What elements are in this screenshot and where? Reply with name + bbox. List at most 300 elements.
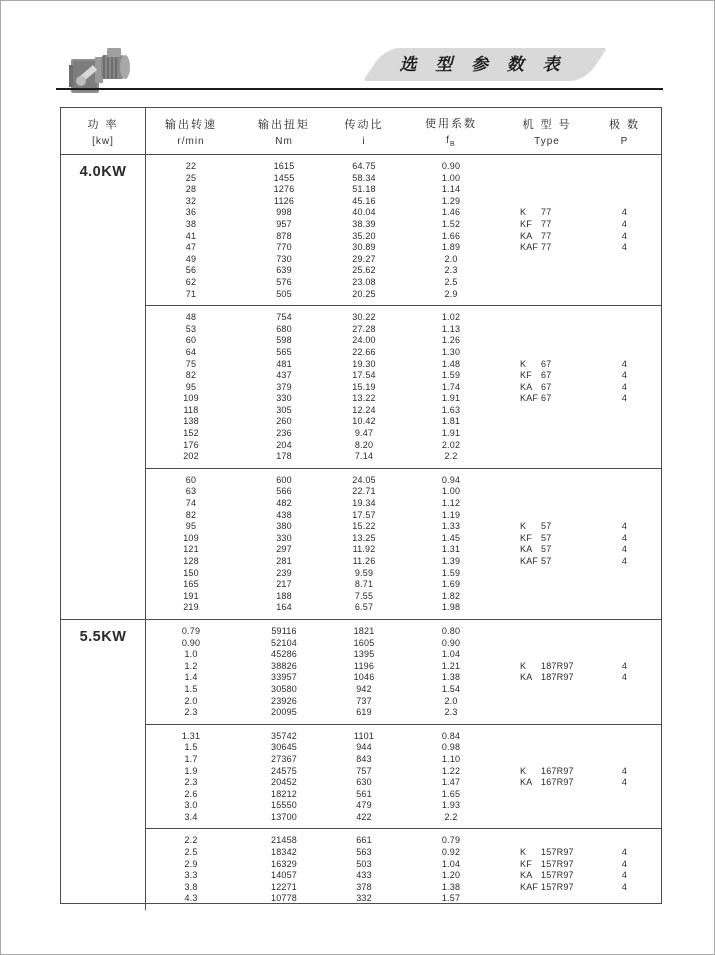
torque-value: 35742: [270, 730, 298, 741]
speed-value: 32: [185, 195, 197, 206]
ratio-value: 737: [356, 695, 372, 706]
table-row: [146, 510, 661, 522]
ratio-block: [146, 828, 661, 910]
model-type: [506, 893, 588, 905]
speed-value: 60: [185, 474, 197, 485]
table-row: [146, 416, 661, 428]
service-factor-value: 1.47: [441, 777, 461, 788]
service-factor-value: 1.74: [441, 381, 461, 392]
poles-value: [588, 312, 661, 324]
speed-value: 36: [185, 207, 197, 218]
poles-value: [588, 347, 661, 359]
ratio-value: 1605: [353, 637, 375, 648]
speed-value: 56: [185, 265, 197, 276]
ratio-value: 8.20: [354, 439, 374, 450]
ratio-value: 9.47: [354, 428, 374, 439]
torque-value: 30580: [270, 683, 298, 694]
speed-value: 2.3: [184, 707, 198, 718]
service-factor-value: 1.52: [441, 218, 461, 229]
table-body: [61, 155, 661, 903]
table-row: [146, 475, 661, 487]
torque-value: 10778: [270, 893, 298, 904]
column-header-ratio: 传动比 i: [344, 118, 384, 147]
model-type: [506, 661, 588, 673]
table-row: [146, 393, 661, 405]
service-factor-value: 1.02: [441, 312, 461, 323]
section-blocks: [146, 620, 661, 910]
poles-value: [588, 510, 661, 522]
speed-value: 118: [183, 404, 199, 415]
table-header-row: [61, 108, 661, 155]
model-type: [506, 789, 588, 801]
table-row: [146, 440, 661, 452]
model-series: KA: [520, 672, 533, 683]
torque-value: 20095: [270, 707, 298, 718]
torque-value: 878: [276, 230, 292, 241]
ratio-block: [146, 468, 661, 619]
model-size: 67: [541, 381, 552, 392]
torque-value: 281: [276, 556, 292, 566]
model-size: 167R97: [541, 777, 574, 788]
service-factor-value: 1.59: [441, 567, 461, 578]
service-factor-value: 1.98: [441, 602, 461, 613]
service-factor-value: 1.59: [441, 370, 461, 381]
model-type: [506, 359, 588, 371]
torque-value: 1126: [273, 195, 295, 206]
table-row: [146, 312, 661, 324]
service-factor-value: 1.14: [441, 184, 461, 195]
table-row: [146, 277, 661, 289]
poles-value: 4: [621, 556, 628, 566]
model-type: [506, 672, 588, 684]
model-series: K: [520, 207, 527, 218]
speed-value: 63: [185, 486, 197, 497]
torque-value: 565: [276, 346, 292, 357]
column-header-service-factor: 使用系数 $f_B$: [425, 117, 477, 148]
poles-value: [588, 789, 661, 801]
service-factor-value: 0.92: [441, 847, 461, 858]
model-type: [506, 882, 588, 894]
ratio-value: 15.19: [352, 381, 376, 392]
table-row: [146, 265, 661, 277]
torque-value: 330: [276, 532, 292, 543]
poles-value: 4: [621, 370, 628, 381]
model-series: KF: [520, 218, 532, 229]
poles-value: [588, 498, 661, 510]
ratio-value: 40.04: [352, 207, 376, 218]
poles-value: 4: [621, 858, 628, 869]
service-factor-value: 1.04: [441, 649, 461, 660]
table-row: [146, 335, 661, 347]
model-series: K: [520, 660, 527, 671]
ratio-value: 12.24: [352, 404, 376, 415]
model-type: [506, 696, 588, 708]
torque-value: 260: [276, 416, 292, 427]
service-factor-value: 1.54: [441, 683, 461, 694]
table-row: [146, 835, 661, 847]
model-series: K: [520, 358, 527, 369]
model-series: KAF: [520, 393, 539, 404]
speed-value: 219: [183, 602, 199, 613]
torque-value: 239: [276, 567, 292, 578]
speed-value: 49: [185, 253, 197, 264]
poles-value: [588, 324, 661, 336]
torque-value: 178: [276, 451, 292, 462]
poles-value: [588, 184, 661, 196]
model-type: [506, 870, 588, 882]
model-size: 57: [541, 532, 552, 543]
service-factor-value: 1.38: [441, 672, 461, 683]
model-series: KF: [520, 858, 532, 869]
ratio-value: 479: [356, 800, 372, 811]
speed-value: 1.0: [184, 649, 198, 660]
service-factor-value: 1.00: [441, 172, 461, 183]
table-row: [146, 173, 661, 185]
poles-value: [588, 731, 661, 743]
ratio-value: 27.28: [352, 323, 376, 334]
table-row: [146, 626, 661, 638]
model-series: KF: [520, 532, 532, 543]
poles-value: 4: [621, 532, 628, 543]
torque-value: 437: [276, 370, 292, 381]
power-label: 4.0KW: [61, 155, 146, 619]
poles-value: [588, 626, 661, 638]
poles-value: [588, 649, 661, 661]
torque-value: 505: [276, 288, 292, 299]
power-section: [61, 619, 661, 910]
service-factor-value: 2.0: [444, 695, 458, 706]
ratio-value: 19.30: [352, 358, 376, 369]
table-row: [146, 184, 661, 196]
speed-value: 191: [183, 590, 199, 601]
ratio-value: 563: [356, 847, 372, 858]
service-factor-value: 1.93: [441, 800, 461, 811]
torque-value: 566: [276, 486, 292, 497]
model-type: [506, 638, 588, 650]
service-factor-value: 2.3: [444, 265, 458, 276]
speed-value: 3.0: [184, 800, 198, 811]
poles-value: [588, 579, 661, 591]
table-row: [146, 766, 661, 778]
torque-value: 33957: [270, 672, 298, 683]
poles-value: 4: [621, 544, 628, 555]
speed-value: 138: [183, 416, 199, 427]
poles-value: 4: [621, 242, 628, 253]
table-row: [146, 579, 661, 591]
speed-value: 2.9: [184, 858, 198, 869]
model-size: 187R97: [541, 672, 574, 683]
model-type: [506, 486, 588, 498]
model-type: [506, 196, 588, 208]
service-factor-value: 1.82: [441, 590, 461, 601]
table-row: [146, 859, 661, 871]
table-row: [146, 196, 661, 208]
ratio-value: 13.22: [352, 393, 376, 404]
torque-value: 1455: [273, 172, 295, 183]
model-type: [506, 579, 588, 591]
model-type: [506, 475, 588, 487]
poles-value: [588, 265, 661, 277]
speed-value: 128: [183, 556, 199, 566]
model-type: [506, 370, 588, 382]
ratio-value: 22.66: [352, 346, 376, 357]
poles-value: 4: [621, 218, 628, 229]
speed-value: 1.5: [184, 742, 198, 753]
speed-value: 121: [183, 544, 199, 555]
torque-value: 12271: [270, 881, 298, 892]
torque-value: 59116: [271, 625, 297, 636]
torque-value: 236: [276, 428, 292, 439]
model-type: [506, 161, 588, 173]
speed-value: 48: [185, 312, 197, 323]
ratio-value: 942: [356, 683, 372, 694]
ratio-value: 332: [356, 893, 372, 904]
torque-value: 23926: [270, 695, 298, 706]
table-row: [146, 847, 661, 859]
ratio-value: 13.25: [352, 532, 376, 543]
poles-value: 4: [621, 393, 628, 404]
model-type: [506, 777, 588, 789]
service-factor-value: 1.13: [441, 323, 461, 334]
model-series: KA: [520, 777, 533, 788]
speed-value: 2.6: [184, 788, 198, 799]
poles-value: [588, 335, 661, 347]
table-row: [146, 428, 661, 440]
service-factor-value: 1.30: [441, 346, 461, 357]
ratio-value: 45.16: [352, 195, 376, 206]
torque-value: 639: [276, 265, 292, 276]
service-factor-value: 1.29: [441, 195, 461, 206]
poles-value: [588, 893, 661, 905]
speed-value: 2.2: [184, 835, 198, 846]
table-row: [146, 324, 661, 336]
torque-value: 18342: [270, 847, 298, 858]
model-size: 77: [541, 242, 552, 253]
torque-value: 576: [276, 276, 292, 287]
speed-value: 2.0: [184, 695, 198, 706]
table-row: [146, 789, 661, 801]
poles-value: [588, 486, 661, 498]
table-row: [146, 777, 661, 789]
ratio-value: 30.89: [352, 242, 376, 253]
service-factor-value: 1.00: [441, 486, 461, 497]
table-row: [146, 870, 661, 882]
table-row: [146, 638, 661, 650]
service-factor-value: 1.89: [441, 242, 461, 253]
table-row: [146, 382, 661, 394]
model-type: [506, 428, 588, 440]
speed-value: 82: [185, 370, 197, 381]
torque-value: 1615: [273, 161, 295, 171]
ratio-value: 30.22: [352, 312, 376, 323]
model-series: KA: [520, 230, 533, 241]
poles-value: [588, 416, 661, 428]
poles-value: [588, 277, 661, 289]
table-row: [146, 242, 661, 254]
model-type: [506, 451, 588, 463]
section-blocks: [146, 155, 661, 619]
table-row: [146, 591, 661, 603]
model-size: 67: [541, 358, 552, 369]
speed-value: 53: [185, 323, 197, 334]
ratio-value: 1101: [353, 730, 375, 741]
service-factor-value: 0.84: [441, 730, 461, 741]
model-size: 67: [541, 393, 552, 404]
table-row: [146, 254, 661, 266]
column-header-speed: 输出转速 r/min: [165, 118, 217, 147]
poles-value: 4: [621, 381, 628, 392]
poles-value: 4: [621, 765, 628, 776]
model-type: [506, 289, 588, 301]
model-type: [506, 684, 588, 696]
model-type: [506, 242, 588, 254]
table-row: [146, 754, 661, 766]
ratio-value: 9.59: [354, 567, 374, 578]
power-section: [61, 155, 661, 619]
ratio-value: 757: [356, 765, 372, 776]
model-type: [506, 731, 588, 743]
torque-value: 18212: [270, 788, 298, 799]
table-row: [146, 289, 661, 301]
service-factor-value: 0.90: [441, 161, 461, 171]
service-factor-value: 1.26: [441, 335, 461, 346]
model-type: [506, 207, 588, 219]
torque-value: 600: [276, 474, 292, 485]
model-series: KA: [520, 381, 533, 392]
ratio-value: 378: [356, 881, 372, 892]
speed-value: 2.5: [184, 847, 198, 858]
ratio-value: 25.62: [352, 265, 376, 276]
speed-value: 22: [185, 161, 197, 171]
model-size: 157R97: [541, 847, 574, 858]
speed-value: 47: [185, 242, 197, 253]
model-type: [506, 347, 588, 359]
poles-value: [588, 289, 661, 301]
model-type: [506, 602, 588, 614]
model-type: [506, 254, 588, 266]
torque-value: 379: [276, 381, 292, 392]
power-label: 5.5KW: [61, 620, 146, 910]
ratio-value: 10.42: [352, 416, 376, 427]
poles-value: [588, 254, 661, 266]
torque-value: 188: [276, 590, 292, 601]
poles-value: [588, 405, 661, 417]
torque-value: 15550: [270, 800, 298, 811]
table-row: [146, 696, 661, 708]
torque-value: 297: [276, 544, 292, 555]
torque-value: 204: [276, 439, 292, 450]
service-factor-value: 2.9: [444, 288, 458, 299]
torque-value: 998: [276, 207, 292, 218]
column-header-torque: 输出扭矩 Nm: [258, 118, 310, 147]
poles-value: [588, 451, 661, 463]
speed-value: 1.7: [184, 753, 198, 764]
service-factor-value: 1.20: [441, 870, 461, 881]
ratio-value: 15.22: [352, 521, 376, 532]
model-type: [506, 766, 588, 778]
ratio-block: [146, 724, 661, 829]
torque-value: 24575: [270, 765, 298, 776]
ratio-value: 7.14: [354, 451, 374, 462]
model-type: [506, 382, 588, 394]
model-size: 77: [541, 218, 552, 229]
model-type: [506, 754, 588, 766]
ratio-block: [146, 155, 661, 305]
speed-value: 150: [183, 567, 199, 578]
service-factor-value: 1.69: [441, 579, 461, 590]
service-factor-value: 1.04: [441, 858, 461, 869]
speed-value: 82: [185, 509, 197, 520]
speed-value: 71: [185, 288, 197, 299]
poles-value: [588, 754, 661, 766]
service-factor-value: 1.19: [441, 509, 461, 520]
model-type: [506, 231, 588, 243]
poles-value: [588, 568, 661, 580]
poles-value: 4: [621, 207, 628, 218]
table-row: [146, 812, 661, 824]
torque-value: 20452: [270, 777, 298, 788]
service-factor-value: 1.63: [441, 404, 461, 415]
model-series: K: [520, 847, 527, 858]
model-type: [506, 556, 588, 568]
ratio-value: 24.00: [352, 335, 376, 346]
torque-value: 217: [276, 579, 292, 590]
speed-value: 1.31: [181, 730, 201, 741]
torque-value: 770: [276, 242, 292, 253]
model-series: KA: [520, 870, 533, 881]
poles-value: [588, 173, 661, 185]
model-series: KF: [520, 370, 532, 381]
service-factor-value: 1.12: [441, 498, 461, 509]
model-type: [506, 847, 588, 859]
selection-parameter-table: [60, 107, 662, 904]
ratio-value: 1395: [353, 649, 375, 660]
torque-value: 164: [276, 602, 292, 613]
speed-value: 165: [183, 579, 199, 590]
table-row: [146, 347, 661, 359]
page-title-banner: [364, 48, 602, 81]
speed-value: 38: [185, 218, 197, 229]
table-row: [146, 161, 661, 173]
poles-value: [588, 800, 661, 812]
torque-value: 305: [276, 404, 292, 415]
table-row: [146, 672, 661, 684]
poles-value: 4: [621, 847, 628, 858]
table-row: [146, 207, 661, 219]
model-size: 157R97: [541, 870, 574, 881]
model-size: 57: [541, 556, 552, 566]
ratio-value: 11.26: [352, 556, 376, 566]
poles-value: [588, 638, 661, 650]
ratio-value: 29.27: [352, 253, 376, 264]
poles-value: [588, 161, 661, 173]
service-factor-value: 1.22: [441, 765, 461, 776]
speed-value: 75: [185, 358, 197, 369]
model-type: [506, 649, 588, 661]
torque-value: 481: [276, 358, 292, 369]
ratio-value: 661: [356, 835, 372, 846]
ratio-block: [146, 620, 661, 724]
model-series: K: [520, 765, 527, 776]
model-size: 157R97: [541, 881, 574, 892]
torque-value: 330: [276, 393, 292, 404]
poles-value: 4: [621, 777, 628, 788]
model-type: [506, 173, 588, 185]
service-factor-value: 1.57: [441, 893, 461, 904]
table-row: [146, 219, 661, 231]
model-series: KA: [520, 544, 533, 555]
table-row: [146, 370, 661, 382]
